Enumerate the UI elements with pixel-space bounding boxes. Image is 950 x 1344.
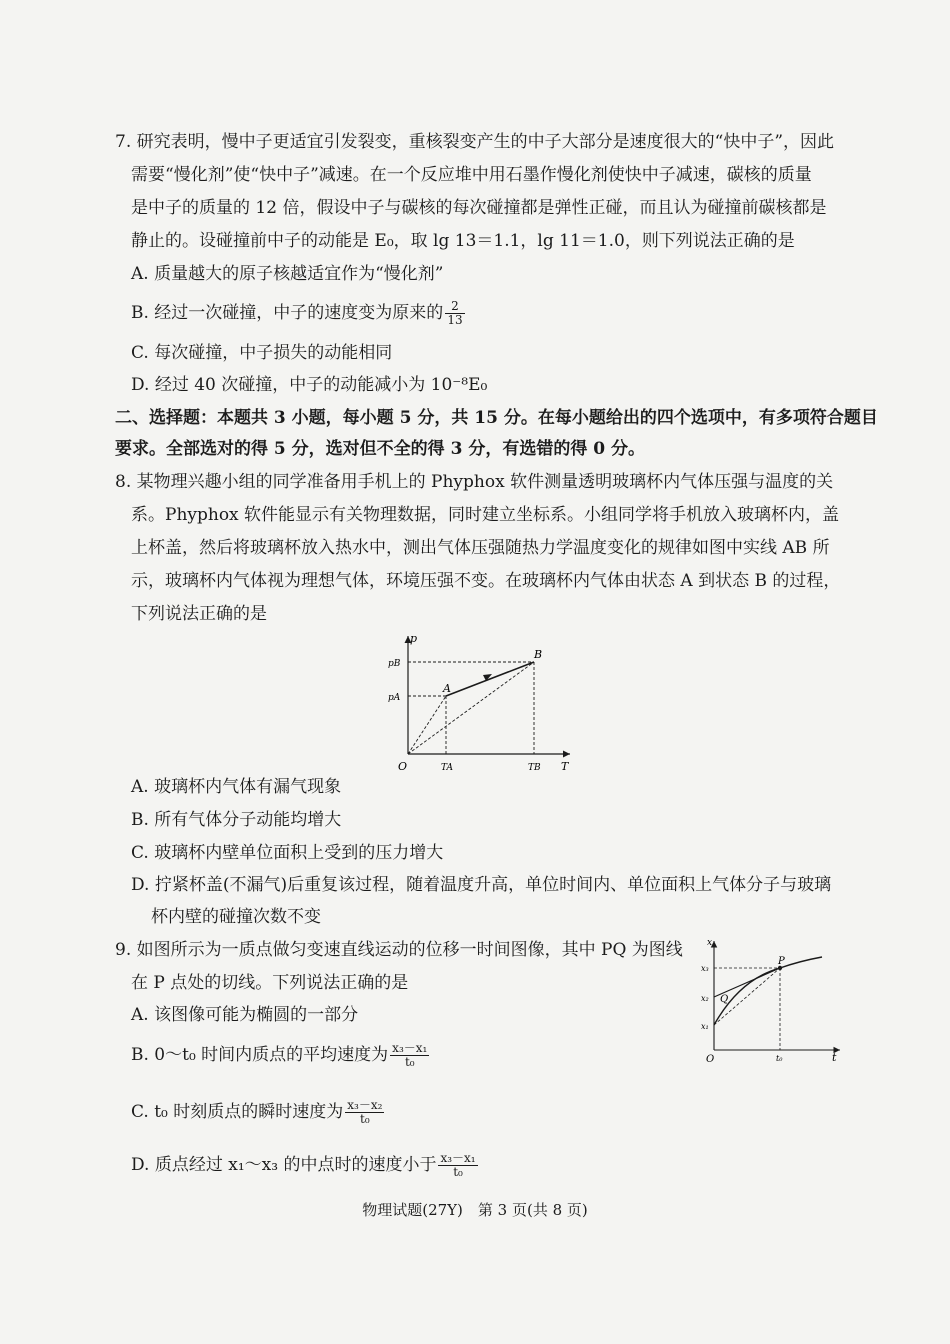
q8-option-d-line-1: D. 拧紧杯盖(不漏气)后重复该过程，随着温度升高，单位时间内、单位面积上气体分子与玻璃	[131, 875, 832, 895]
q7-option-b	[131, 300, 467, 327]
q8-line-4: 示，玻璃杯内气体视为理想气体，环境压强不变。在玻璃杯内气体由状态 A 到状态 B 的过程，	[131, 571, 841, 591]
q8-y-axis-label: p	[410, 632, 418, 645]
q8-option-b: B. 所有气体分子动能均增大	[131, 810, 342, 830]
q9-x1-label: x₁	[701, 1022, 709, 1031]
q9-curve	[714, 957, 822, 1025]
q8-pa-label: pA	[388, 693, 401, 703]
fraction-denominator: t₀	[404, 1055, 415, 1069]
q9-option-c-text: C. t₀ 时刻质点的瞬时速度为	[131, 1102, 344, 1122]
q8-option-a: A. 玻璃杯内气体有漏气现象	[131, 777, 342, 797]
q7-line-3: 是中子的质量的 12 倍，假设中子与碳核的每次碰撞都是弹性正碰，而且认为碰撞前碳核都是	[131, 198, 827, 218]
q7-option-b-text: B. 经过一次碰撞，中子的速度变为原来的	[131, 303, 444, 323]
q7-option-d: D. 经过 40 次碰撞，中子的动能减小为 10⁻⁸E₀	[131, 375, 488, 395]
q7-line-4: 静止的。设碰撞前中子的动能是 E₀，取 lg 13＝1.1，lg 11＝1.0，则下列说法正确的是	[131, 231, 795, 251]
q8-tb-label: TB	[528, 763, 541, 772]
q8-point-a-label: A	[443, 682, 451, 695]
fraction-numerator: 2	[445, 300, 464, 314]
q8-x-axis-label: T	[561, 760, 569, 772]
q9-point-q-label: Q	[720, 994, 729, 1005]
q9-line-1: 9. 如图所示为一质点做匀变速直线运动的位移一时间图像，其中 PQ 为图线	[115, 940, 683, 960]
q8-ob-dashed-line	[408, 662, 534, 754]
q7-option-c: C. 每次碰撞，中子损失的动能相同	[131, 343, 393, 363]
q9-option-c-fraction	[345, 1099, 384, 1126]
q9-x3-label: x₃	[701, 964, 709, 973]
q8-option-d-line-2: 杯内壁的碰撞次数不变	[151, 907, 321, 927]
q9-x-axis-label: t	[832, 1051, 837, 1064]
q9-tangent-pq	[714, 968, 780, 997]
section2-line-1: 二、选择题：本题共 3 小题，每小题 5 分，共 15 分。在每小题给出的四个选项中，有多项符合题目	[115, 408, 878, 428]
q9-point-p-label: P	[778, 956, 785, 967]
q9-t0-label: t₀	[776, 1054, 783, 1063]
q9-option-a: A. 该图像可能为椭圆的一部分	[131, 1005, 359, 1025]
q7-option-b-fraction	[445, 300, 464, 327]
q8-origin-label: O	[398, 760, 408, 772]
q8-pb-label: pB	[388, 659, 401, 669]
q9-option-d-text: D. 质点经过 x₁～x₃ 的中点时的速度小于	[131, 1155, 437, 1175]
q8-ab-solid-line	[446, 662, 534, 696]
q8-option-c: C. 玻璃杯内壁单位面积上受到的压力增大	[131, 843, 444, 863]
q8-line-1: 8. 某物理兴趣小组的同学准备用手机上的 Phyphox 软件测量透明玻璃杯内气体压强与温度的关	[115, 472, 834, 492]
fraction-numerator: x₃－x₁	[392, 1041, 428, 1055]
q8-oa-dashed-line	[408, 696, 446, 754]
q9-option-b-fraction	[390, 1042, 429, 1069]
q9-x2-label: x₂	[701, 994, 709, 1003]
q8-line-2: 系。Phyphox 软件能显示有关物理数据，同时建立坐标系。小组同学将手机放入玻璃杯内，盖	[131, 505, 840, 525]
fraction-numerator: x₃－x₂	[347, 1098, 383, 1112]
q8-point-b-label: B	[534, 648, 543, 661]
q9-xt-graph	[700, 935, 850, 1065]
q7-line-1: 7. 研究表明，慢中子更适宜引发裂变，重核裂变产生的中子大部分是速度很大的“快中子”，因此	[115, 132, 835, 152]
q9-option-b	[131, 1042, 431, 1069]
q8-ta-label: TA	[441, 763, 454, 772]
q9-option-c	[131, 1099, 386, 1126]
q9-line-2: 在 P 点处的切线。下列说法正确的是	[131, 973, 409, 993]
q9-option-b-text: B. 0～t₀ 时间内质点的平均速度为	[131, 1045, 389, 1065]
section2-line-2: 要求。全部选对的得 5 分，选对但不全的得 3 分，有选错的得 0 分。	[115, 439, 645, 459]
q8-line-3: 上杯盖，然后将玻璃杯放入热水中，测出气体压强随热力学温度变化的规律如图中实线 AB 所	[131, 538, 830, 558]
fraction-denominator: t₀	[453, 1165, 463, 1179]
fraction-denominator: t₀	[360, 1112, 370, 1126]
q9-origin-label: O	[706, 1054, 715, 1065]
q7-option-a: A. 质量越大的原子核越适宜作为“慢化剂”	[131, 264, 444, 284]
q8-pt-graph	[380, 630, 580, 772]
fraction-numerator: x₃－x₁	[440, 1151, 476, 1165]
q9-y-axis-label: x	[707, 938, 713, 948]
q9-option-d-fraction	[438, 1152, 477, 1179]
q9-option-d	[131, 1152, 480, 1179]
q7-line-2: 需要“慢化剂”使“快中子”减速。在一个反应堆中用石墨作慢化剂使快中子减速，碳核的质量	[131, 165, 812, 185]
page-footer: 物理试题(27Y) 第 3 页(共 8 页)	[362, 1201, 588, 1219]
q8-line-5: 下列说法正确的是	[131, 604, 267, 624]
fraction-denominator: 13	[447, 313, 463, 327]
